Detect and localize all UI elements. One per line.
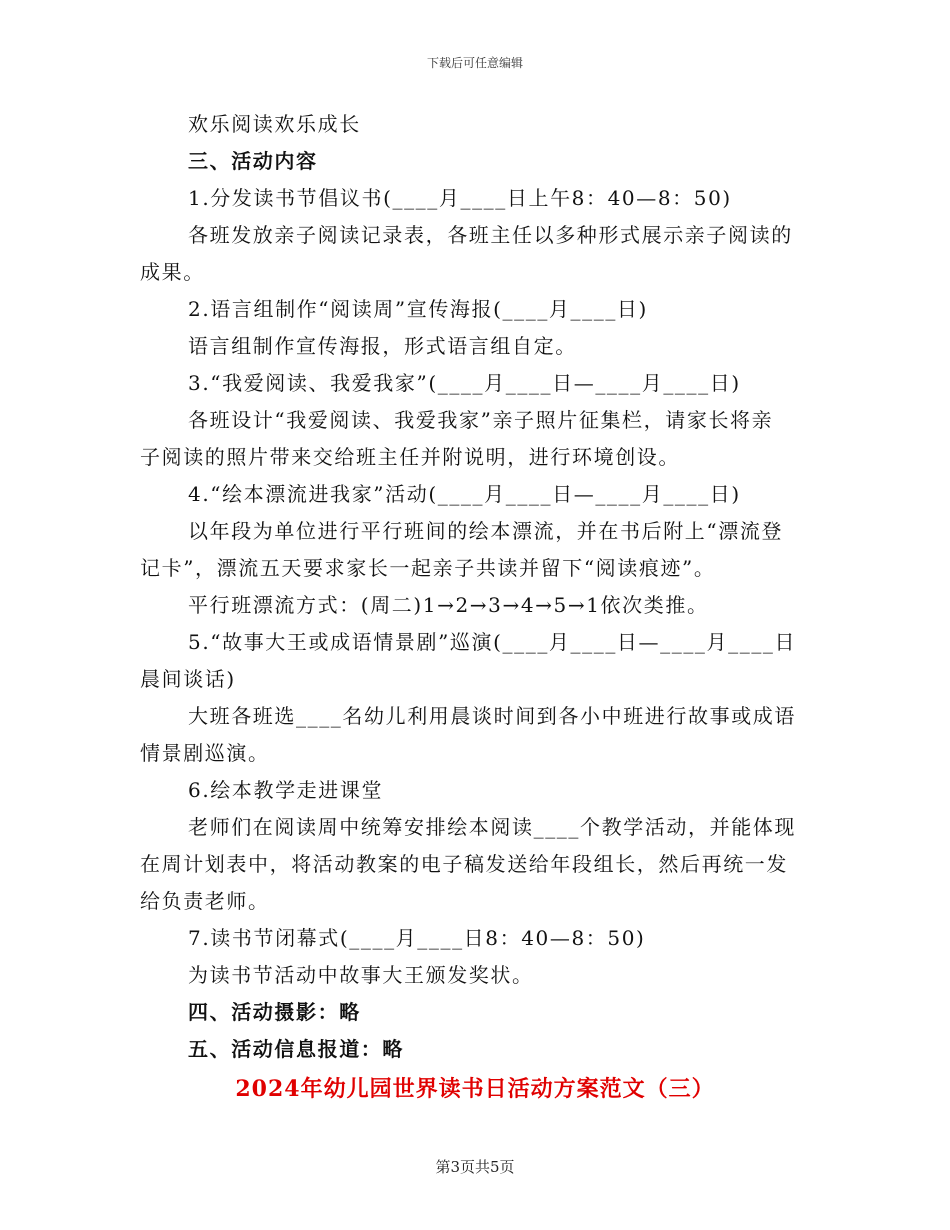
paragraph-line: 欢乐阅读欢乐成长 xyxy=(188,112,361,136)
paragraph-line: 记卡”，漂流五天要求家长一起亲子共读并留下“阅读痕迹”。 xyxy=(140,556,716,580)
section-heading: 五、活动信息报道：略 xyxy=(188,1037,404,1061)
header-note: 下载后可任意编辑 xyxy=(426,56,523,70)
paragraph-line: 1.分发读书节倡议书(____月____日上午8：40—8：50) xyxy=(188,186,732,210)
paragraph-line: 在周计划表中，将活动教案的电子稿发送给年段组长，然后再统一发 xyxy=(140,852,788,876)
paragraph-line: 5.“故事大王或成语情景剧”巡演(____月____日—____月____日 xyxy=(188,630,797,654)
paragraph-line: 各班设计“我爱阅读、我爱我家”亲子照片征集栏，请家长将亲 xyxy=(188,408,774,432)
paragraph-line: 3.“我爱阅读、我爱我家”(____月____日—____月____日) xyxy=(188,371,741,395)
paragraph-line: 老师们在阅读周中统筹安排绘本阅读____个教学活动，并能体现 xyxy=(188,815,796,839)
paragraph-line: 成果。 xyxy=(140,260,205,284)
section-heading: 三、活动内容 xyxy=(188,149,318,173)
section-heading: 四、活动摄影：略 xyxy=(188,1000,361,1024)
paragraph-line: 4.“绘本漂流进我家”活动(____月____日—____月____日) xyxy=(188,482,741,506)
paragraph-line: 给负责老师。 xyxy=(140,889,270,913)
paragraph-line: 6.绘本教学走进课堂 xyxy=(188,778,384,802)
paragraph-line: 大班各班选____名幼儿利用晨谈时间到各小中班进行故事或成语 xyxy=(188,704,796,728)
paragraph-line: 晨间谈话) xyxy=(140,667,236,691)
paragraph-line: 平行班漂流方式：(周二)1→2→3→4→5→1依次类推。 xyxy=(188,593,709,617)
paragraph-line: 各班发放亲子阅读记录表，各班主任以多种形式展示亲子阅读的 xyxy=(188,223,793,247)
paragraph-line: 情景剧巡演。 xyxy=(140,741,270,765)
paragraph-line: 语言组制作宣传海报，形式语言组自定。 xyxy=(188,334,577,358)
section-title: 2024年幼儿园世界读书日活动方案范文（三） xyxy=(235,1076,715,1102)
document-body xyxy=(140,106,820,1068)
paragraph-line: 子阅读的照片带来交给班主任并附说明，进行环境创设。 xyxy=(140,445,680,469)
paragraph-line: 2.语言组制作“阅读周”宣传海报(____月____日) xyxy=(188,297,648,321)
paragraph-line: 为读书节活动中故事大王颁发奖状。 xyxy=(188,963,534,987)
paragraph-line: 7.读书节闭幕式(____月____日8：40—8：50) xyxy=(188,926,646,950)
paragraph-line: 以年段为单位进行平行班间的绘本漂流，并在书后附上“漂流登 xyxy=(188,519,784,543)
page-footer: 第3页共5页 xyxy=(435,1158,515,1176)
